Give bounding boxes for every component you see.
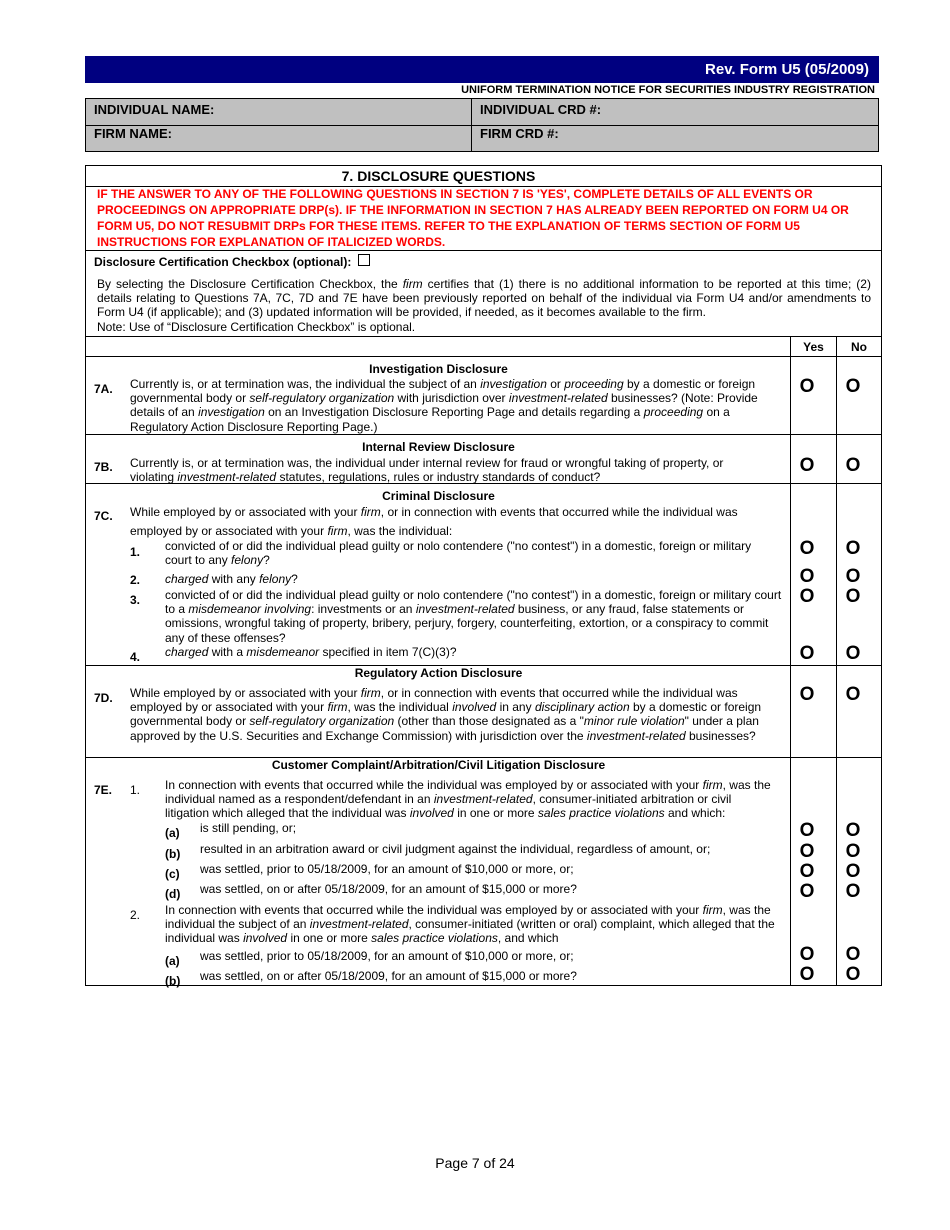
q7e-1b-no-radio[interactable]: O [845,841,861,862]
q7d-heading: Regulatory Action Disclosure [354,666,523,680]
form-title: Rev. Form U5 (05/2009) [705,61,869,78]
q7a-no-radio[interactable]: O [845,376,861,397]
q7e-2a-label: (a) [165,954,180,968]
q7c-1-yes-radio[interactable]: O [799,538,815,559]
q7d-yes-radio[interactable]: O [799,684,815,705]
certification-note: Note: Use of “Disclosure Certification Checkbox” is optional. [97,319,416,334]
q7e-1a-yes-radio[interactable]: O [799,820,815,841]
section-title: 7. DISCLOSURE QUESTIONS [341,168,536,184]
individual-name-label: INDIVIDUAL NAME: [94,102,215,117]
q7e-1b-label: (b) [165,847,181,861]
q7c-1-no-radio[interactable]: O [845,538,861,559]
q7a-yes-radio[interactable]: O [799,376,815,397]
q7c-heading: Criminal Disclosure [382,489,495,503]
q7c-4-no-radio[interactable]: O [845,643,861,664]
q7e-2b-yes-radio[interactable]: O [799,964,815,985]
q7b-number: 7B. [94,460,113,474]
q7e-1c-no-radio[interactable]: O [845,861,861,882]
q7c-3-number: 3. [130,593,141,607]
disclosure-certification-checkbox[interactable] [358,254,370,266]
q7e-1a-text: is still pending, or; [200,821,297,835]
q7c-2-number: 2. [130,573,141,587]
q7c-2-text: charged with any felony? [165,572,298,586]
q7c-number: 7C. [94,509,113,523]
q7c-intro-2: employed by or associated with your firm, was the individual: [130,524,453,538]
q7e-2a-yes-radio[interactable]: O [799,944,815,965]
form-title-banner [85,56,879,83]
page-number: Page 7 of 24 [435,1155,515,1171]
q7e-2a-no-radio[interactable]: O [845,944,861,965]
no-column-header: No [851,340,867,354]
q7c-intro: While employed by or associated with your firm, or in connection with events that occurred while the individual was [130,505,738,519]
q7e-1c-label: (c) [165,867,180,881]
q7e-1d-text: was settled, on or after 05/18/2009, for an amount of $15,000 or more? [200,882,577,896]
q7e-1c-yes-radio[interactable]: O [799,861,815,882]
identity-header [85,98,879,152]
q7a-text: Currently is, or at termination was, the individual the subject of an investigation or proceeding by a domestic or foreign governmental body or self-regulatory organization with jurisdiction over investment-related businesses? (Note: Provide details of an investigation on an Investigation Disclosure Reporting Page and details regarding a proceeding on a Regulatory Action Disclosure Reporting Page.) [130,377,758,434]
q7e-2b-no-radio[interactable]: O [845,964,861,985]
q7e-1a-label: (a) [165,826,180,840]
disclosure-certification-row [94,254,370,269]
q7d-no-radio[interactable]: O [845,684,861,705]
q7e-2-number: 2. [130,908,141,922]
yes-column-header: Yes [803,340,824,354]
q7c-4-number: 4. [130,650,141,664]
q7b-heading: Internal Review Disclosure [362,440,515,454]
q7e-1d-yes-radio[interactable]: O [799,881,815,902]
q7e-2b-text: was settled, on or after 05/18/2009, for an amount of $15,000 or more? [200,969,577,983]
q7e-number: 7E. [94,783,113,797]
q7c-3-text: convicted of or did the individual plead guilty or nolo contendere ("no contest") in a domestic, foreign or military court to a misdemeanor involving: investments or an investment-related business, or any fraud, false statements or omissions, wrongful taking of property, bribery, perjury, forgery, counterfeiting, extortion, or a conspiracy to commit any of these offenses? [165,588,782,645]
q7b-no-radio[interactable]: O [845,455,861,476]
q7e-1d-no-radio[interactable]: O [845,881,861,902]
q7e-1b-text: resulted in an arbitration award or civil judgment against the individual, regardless of amount, or; [200,842,711,856]
q7e-1c-text: was settled, prior to 05/18/2009, for an amount of $10,000 or more, or; [200,862,574,876]
q7c-3-no-radio[interactable]: O [845,586,861,607]
section-warning: IF THE ANSWER TO ANY OF THE FOLLOWING QUESTIONS IN SECTION 7 IS 'YES', COMPLETE DETAILS OF ALL EVENTS OR PROCEEDINGS ON APPROPRIATE DRP(s). IF THE INFORMATION IN SECTION 7 HAS ALREADY BEEN REPORTED ON FORM U4 OR FORM U5, DO NOT RESUBMIT DRPs FOR THESE ITEMS. REFER TO THE EXPLANATION OF TERMS SECTION OF FORM U5 INSTRUCTIONS FOR EXPLANATION OF ITALICIZED WORDS. [97,187,849,249]
q7a-heading: Investigation Disclosure [369,362,508,376]
q7c-1-number: 1. [130,545,141,559]
q7e-2a-text: was settled, prior to 05/18/2009, for an amount of $10,000 or more, or; [200,949,574,963]
q7e-2b-label: (b) [165,974,181,988]
checkbox-label: Disclosure Certification Checkbox (optional): [94,255,352,269]
q7c-2-no-radio[interactable]: O [845,566,861,587]
q7e-1d-label: (d) [165,887,181,901]
q7c-1-text: convicted of or did the individual plead guilty or nolo contendere ("no contest") in a domestic, foreign or military court to any felony? [165,539,752,568]
q7c-2-yes-radio[interactable]: O [799,566,815,587]
q7e-1-text: In connection with events that occurred while the individual was employed by or associated with your firm, was the individual named as a respondent/defendant in an investment-related, consumer-initiated arbitration or civil litigation which alleged that the individual was involved in one or more sales practice violations and which: [165,778,771,821]
q7d-number: 7D. [94,691,113,705]
q7e-1-number: 1. [130,783,141,797]
q7d-text: While employed by or associated with your firm, or in connection with events that occurred while the individual was employed by or associated with your firm, was the individual involved in any disciplinary action by a domestic or foreign governmental body or self-regulatory organization (other than those designated as a "minor rule violation" under a plan approved by the U.S. Securities and Exchange Commission) with jurisdiction over the investment-related businesses? [130,686,762,743]
q7c-3-yes-radio[interactable]: O [799,586,815,607]
q7e-heading: Customer Complaint/Arbitration/Civil Litigation Disclosure [271,758,606,772]
form-subtitle: UNIFORM TERMINATION NOTICE FOR SECURITIES INDUSTRY REGISTRATION [461,84,875,96]
individual-crd-label: INDIVIDUAL CRD #: [480,102,602,117]
firm-name-label: FIRM NAME: [94,126,172,141]
firm-crd-label: FIRM CRD #: [480,126,559,141]
certification-text: By selecting the Disclosure Certification Checkbox, the firm certifies that (1) there is no additional information to be reported at this time; (2) details relating to Questions 7A, 7C, 7D and 7E have been previously reported on behalf of the individual via Form U4 and/or amendments to Form U4 (if applicable); and (3) updated information will be provided, if needed, as it becomes available to the firm. Note: Use of “Disclosure Certification Checkbox” is optional. [97,277,871,334]
q7e-2-text: In connection with events that occurred while the individual was employed by or associated with your firm, was the individual the subject of an investment-related, consumer-initiated (written or oral) complaint, which alleged that the individual was involved in one or more sales practice violations, and which [165,903,775,946]
q7c-4-yes-radio[interactable]: O [799,643,815,664]
q7a-number: 7A. [94,382,113,396]
q7b-yes-radio[interactable]: O [799,455,815,476]
disclosure-questions-table [85,165,882,986]
q7c-4-text: charged with a misdemeanor specified in item 7(C)(3)? [165,645,457,659]
q7e-1b-yes-radio[interactable]: O [799,841,815,862]
q7b-text: Currently is, or at termination was, the individual under internal review for fraud or wrongful taking of property, or violating investment-related statutes, regulations, rules or industry standards of conduct? [130,456,724,485]
q7e-1a-no-radio[interactable]: O [845,820,861,841]
